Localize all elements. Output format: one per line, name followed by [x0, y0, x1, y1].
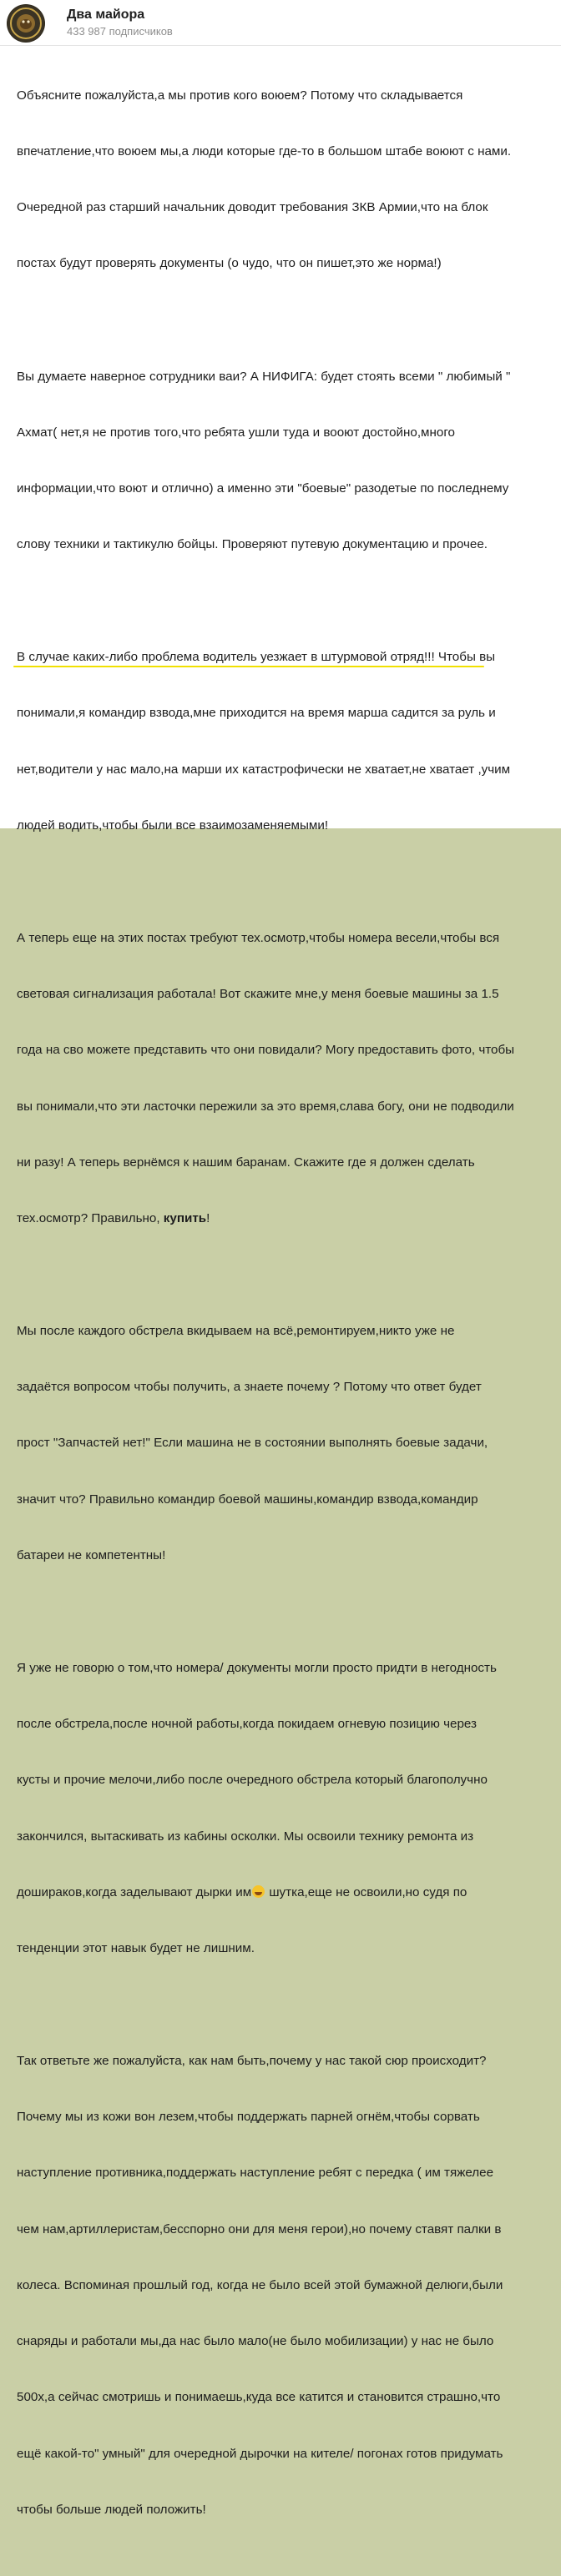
emblem-icon [7, 4, 45, 43]
text-line: задаётся вопросом чтобы получить, а знаете почему ? Потому что ответ будет [17, 1380, 482, 1395]
text-line: вы понимали,что эти ласточки пережили за это время,слава богу, они не подводили [17, 1099, 514, 1114]
text-line: световая сигнализация работала! Вот скажите мне,у меня боевые машины за 1.5 [17, 987, 499, 1002]
text-line: ещё какой-то" умный" для очередной дырочки на кителе/ погонах готов придумать [17, 2446, 503, 2461]
text-line: Очередной раз старший начальник доводит требования ЗКВ Армии,что на блок [17, 200, 488, 215]
paragraph-4 [17, 892, 559, 1265]
channel-header [0, 0, 561, 46]
text-line: тенденции этот навык будет не лишним. [17, 1941, 255, 1955]
text-line: постах будут проверять документы (о чудо, что он пишет,это же норма!) [17, 256, 442, 271]
laughing-emoji-icon [252, 1885, 265, 1898]
highlight-underline [13, 666, 484, 667]
channel-name[interactable]: Два майора [67, 8, 145, 22]
text-line: В случае каких-либо проблема водитель уезжает в штурмовой отряд!!! Чтобы вы [17, 650, 496, 665]
text-line: колеса. Вспоминая прошлый год, когда не было всей этой бумажной делюги,были [17, 2277, 503, 2292]
text-line: людей водить,чтобы были все взаимозаменяемыми! [17, 818, 329, 833]
text-line: закончился, вытаскивать из кабины осколки. Мы освоили технику ремонта из [17, 1829, 474, 1844]
highlighted-line [17, 648, 559, 667]
paragraph-2 [17, 330, 559, 592]
text-line: слову техники и тактикулю бойцы. Проверяют путевую документацию и прочее. [17, 537, 488, 552]
text-line [17, 1884, 559, 1902]
text-line: впечатление,что воюем мы,а люди которые где-то в большом штабе воюют с нами. [17, 144, 512, 159]
text-line: после обстрела,после ночной работы,когда покидаем огневую позицию через [17, 1717, 478, 1732]
text-line: Вы думаете наверное сотрудники ваи? А НИФИГА: будет стоять всеми " любимый " [17, 369, 511, 384]
channel-avatar[interactable] [7, 4, 45, 43]
text-line: кусты и прочие мелочи,либо после очередного обстрела который благополучно [17, 1773, 488, 1788]
text-segment: ! [206, 1210, 210, 1225]
text-line: прост "Запчастей нет!" Если машина не в состоянии выполнять боевые задачи, [17, 1436, 488, 1451]
text-segment: дошираков,когда заделывают дырки им [17, 1884, 252, 1899]
paragraph-7 [17, 2015, 559, 2557]
paragraph-6 [17, 1622, 559, 1995]
paragraph-1 [17, 49, 559, 311]
text-line: года на сво можете представить что они повидали? Могу предоставить фото, чтобы [17, 1043, 515, 1058]
text-line: Ахмат( нет,я не против того,что ребята ушли туда и вооют достойно,много [17, 425, 455, 440]
bold-text: купить [163, 1210, 207, 1225]
paragraph-5 [17, 1285, 559, 1602]
text-line: чтобы больше людей положить! [17, 2502, 206, 2517]
text-line: информации,что воют и отлично) а именно эти "боевые" разодетые по последнему [17, 480, 509, 496]
text-line: Объясните пожалуйста,а мы против кого воюем? Потому что складывается [17, 88, 463, 103]
text-line: Я уже не говорю о том,что номера/ документы могли просто придти в негодность [17, 1660, 497, 1675]
text-line: Мы после каждого обстрела вкидываем на всё,ремонтируем,никто уже не [17, 1324, 455, 1338]
text-line: снаряды и работали мы,да нас было мало(не было мобилизации) у нас не было [17, 2334, 494, 2349]
text-line: наступление противника,поддержать наступление ребят с передка ( им тяжелее [17, 2166, 494, 2181]
text-line: нет,водители у нас мало,на марши их катастрофически не хватает,не хватает ,учим [17, 762, 511, 777]
text-segment: шутка,еще не освоили,но судя по [265, 1884, 468, 1899]
text-line: батареи не компетентны! [17, 1547, 166, 1562]
subscriber-count: 433 987 подписчиков [67, 25, 173, 38]
message-bubble [0, 46, 561, 2517]
text-line: Так ответьте же пожалуйста, как нам быть,почему у нас такой сюр происходит? [17, 2054, 487, 2069]
text-line: чем нам,артиллеристам,бесспорно они для меня герои),но почему ставят палки в [17, 2221, 502, 2236]
text-line: 500х,а сейчас смотришь и понимаешь,куда все катится и становится страшно,что [17, 2390, 501, 2405]
text-line [17, 1210, 559, 1228]
text-line: Почему мы из кожи вон лезем,чтобы поддержать парней огнём,чтобы сорвать [17, 2110, 480, 2125]
text-line: ни разу! А теперь вернёмся к нашим баранам. Скажите где я должен сделать [17, 1155, 475, 1170]
text-line: значит что? Правильно командир боевой машины,командир взвода,командир [17, 1492, 478, 1507]
text-line: А теперь еще на этих постах требуют тех.осмотр,чтобы номера весели,чтобы вся [17, 930, 500, 945]
text-segment: тех.осмотр? Правильно, [17, 1210, 164, 1225]
text-line: понимали,я командир взвода,мне приходится на время марша садится за руль и [17, 706, 496, 721]
message-text [17, 49, 559, 2576]
paragraph-3 [17, 611, 559, 873]
